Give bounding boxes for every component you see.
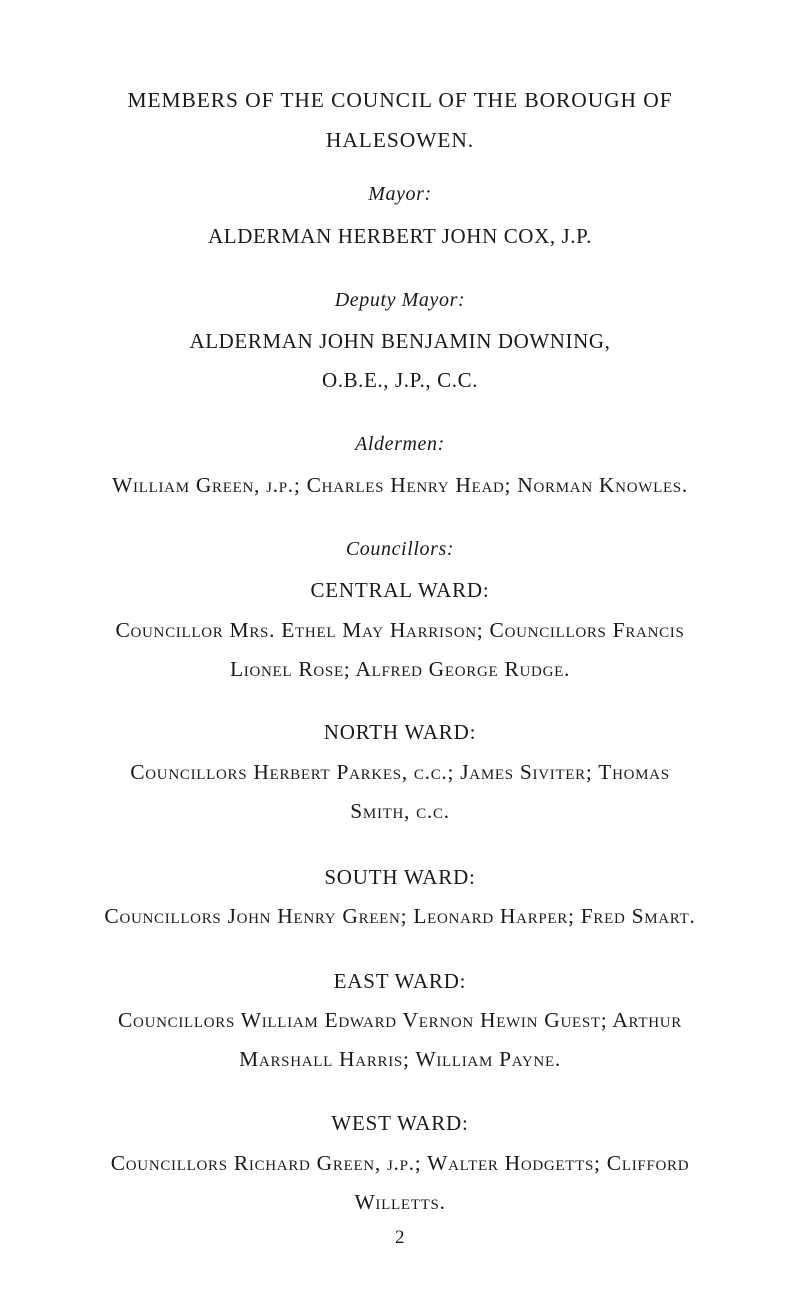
central-ward-members-line-1: Councillor Mrs. Ethel May Harrison; Councillors Francis (115, 618, 685, 642)
east-ward-members-line-1: Councillors William Edward Vernon Hewin Guest; Arthur (118, 1008, 682, 1032)
mayor-name: ALDERMAN HERBERT JOHN COX, J.P. (208, 224, 592, 248)
north-ward-members-line-1: Councillors Herbert Parkes, c.c.; James Siviter; Thomas (130, 760, 670, 784)
aldermen-label: Aldermen: (355, 433, 445, 455)
east-ward-members-line-2: Marshall Harris; William Payne. (239, 1047, 561, 1071)
central-ward-members-line-2: Lionel Rose; Alfred George Rudge. (229, 657, 571, 681)
north-ward-members-line-2: Smith, c.c. (350, 799, 450, 823)
deputy-mayor-name-line-2: O.B.E., J.P., C.C. (321, 368, 479, 392)
east-ward-heading: EAST WARD: (333, 969, 467, 993)
page-title-line-1: MEMBERS OF THE COUNCIL OF THE BOROUGH OF (127, 88, 673, 112)
councillors-label: Councillors: (345, 538, 455, 560)
deputy-mayor-label: Deputy Mayor: (334, 289, 466, 311)
aldermen-names: William Green, j.p.; Charles Henry Head; Norman Knowles. (112, 473, 688, 497)
west-ward-members-line-1: Councillors Richard Green, j.p.; Walter Hodgetts; Clifford (110, 1151, 690, 1175)
north-ward-heading: NORTH WARD: (323, 720, 477, 744)
page-number: 2 (395, 1227, 405, 1248)
west-ward-members-line-2: Willetts. (354, 1190, 446, 1214)
mayor-label: Mayor: (368, 183, 432, 205)
west-ward-heading: WEST WARD: (331, 1111, 469, 1135)
central-ward-heading: CENTRAL WARD: (310, 578, 490, 602)
south-ward-heading: SOUTH WARD: (324, 865, 476, 889)
south-ward-members-line-1: Councillors John Henry Green; Leonard Harper; Fred Smart. (104, 904, 696, 928)
deputy-mayor-name-line-1: ALDERMAN JOHN BENJAMIN DOWNING, (189, 329, 611, 353)
page-title-line-2: HALESOWEN. (325, 128, 475, 152)
